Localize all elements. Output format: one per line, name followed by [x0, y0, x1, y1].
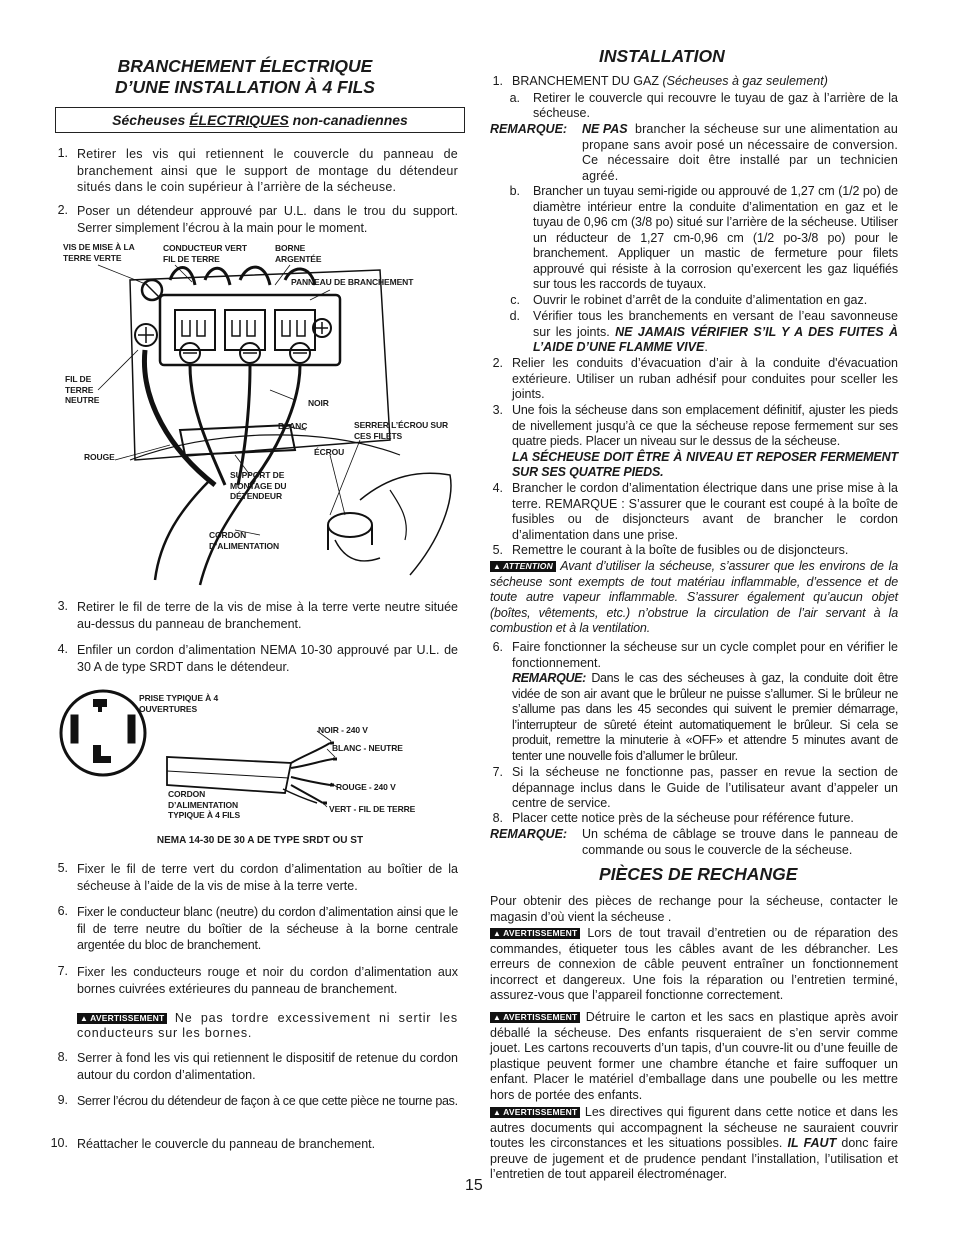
- warning-triangle-icon: ▲: [493, 929, 502, 938]
- warning-badge: [490, 928, 580, 939]
- remark-label: REMARQUE:: [512, 671, 586, 685]
- label-line: D’ALIMENTATION: [209, 540, 280, 551]
- item-letter: b.: [509, 184, 520, 198]
- label-line: ARGENTÉE: [275, 253, 322, 264]
- step-text: Fixer le conducteur blanc (neutre) du cordon d’alimentation ainsi que le fil de terre neutre du boîtier de la sécheuse à la borne centrale argentée du bloc de branchement.: [77, 905, 458, 952]
- step-number: 10.: [50, 1136, 68, 1150]
- item-bold: LA SÉCHEUSE DOIT ÊTRE À NIVEAU ET REPOSER FERMEMENT SUR SES QUATRE PIEDS.: [512, 449, 898, 479]
- diagram-label-terminal-panel: PANNEAU DE BRANCHEMENT: [291, 277, 414, 287]
- section-title-parts: PIÈCES DE RECHANGE: [599, 864, 798, 884]
- section-title-installation: INSTALLATION: [599, 46, 725, 66]
- remark-text: brancher la sécheuse sur une alimentation au propane sans avoir posé un nécessaire de conversion. Ce nécessaire doit être installé par un technicien agréé.: [582, 122, 898, 183]
- step-text: Serrer à fond les vis qui retiennent le dispositif de retenue du cordon autour du cordon d’alimentation.: [77, 1051, 458, 1082]
- diagram-caption-nema: NEMA 14-30 DE 30 A DE TYPE SRDT OU ST: [156, 835, 364, 846]
- item-text: BRANCHEMENT DU GAZ: [512, 74, 663, 88]
- diagram-label-neutral-ground: [65, 374, 99, 406]
- badge-label: AVERTISSEMENT: [503, 1012, 578, 1022]
- parts-intro: Pour obtenir des pièces de rechange pour la sécheuse, contacter le magasin d’où vient la sécheuse .: [490, 894, 898, 924]
- item-text: Faire fonctionner la sécheuse sur un cycle complet pour en vérifier le fonctionnement.: [512, 640, 898, 670]
- step-text: Retirer le fil de terre de la vis de mise à la terre verte neutre située au-dessus du panneau de branchement.: [77, 600, 458, 631]
- warning-badge: [490, 1107, 580, 1118]
- diagram-label-black-240: NOIR - 240 V: [318, 725, 368, 735]
- title-line-2: D’UNE INSTALLATION À 4 FILS: [115, 77, 375, 97]
- warning-text: Les directives qui figurent dans cette notice et dans les autres documents qui accompagnent la sécheuse ne sauraient couvrir toutes les circonstances et les situations possibles.: [490, 1105, 898, 1150]
- badge-label: AVERTISSEMENT: [503, 1107, 578, 1117]
- label-line: PRISE TYPIQUE À 4: [139, 693, 219, 703]
- label-line: VIS DE MISE À LA: [63, 242, 135, 252]
- diagram-label-receptacle: [139, 693, 218, 714]
- label-line: BORNE: [275, 243, 306, 253]
- warning-text: Lors de tout travail d’entretien ou de réparation des commandes, étiqueter tous les câbles avant de les débrancher. Les erreurs de connexion de câble peuvent entraîner un fonctionnement incorrect et dangereux. Une fois la réparation ou l’entretien terminé, assurez-vous que l’appareil fonctionne correctement.: [490, 926, 898, 1002]
- label-line: TERRE VERTE: [63, 252, 122, 263]
- warning-badge: [490, 1012, 580, 1023]
- step-text: Fixer les conducteurs rouge et noir du cordon d’alimentation aux bornes cuivrées extérieures du panneau de branchement.: [77, 965, 458, 996]
- diagram-label-red-240: ROUGE - 240 V: [336, 782, 396, 792]
- badge-label: ATTENTION: [503, 561, 553, 571]
- warning-triangle-icon: ▲: [80, 1014, 89, 1023]
- item-test-cycle: [512, 640, 898, 764]
- warning-no-crimp: [77, 1011, 458, 1040]
- remark-label: REMARQUE:: [490, 827, 568, 841]
- step-text: Enfiler un cordon d’alimentation NEMA 10-30 approuvé par U.L. de 30 A de type SRDT dans le détendeur.: [77, 643, 458, 674]
- item-text: Une fois la sécheuse dans son emplacement définitif, ajuster les pieds de nivellement jusqu’à ce que la sécheuse repose fermement sur ses quatre pieds. Placer un niveau sur le dessus de la sécheuse.: [512, 403, 898, 448]
- diagram-label-red: ROUGE: [84, 452, 115, 462]
- diagram-label-tighten-nut: [354, 420, 448, 441]
- remark-text: Dans le cas des sécheuses à gaz, la conduite doit être vidée de son air avant que le brûleur ne puisse s’allumer. Si le brûleur ne s’allume pas dans les 45 secondes qui suivent le premier démarrage, l’interrupteur de sûreté éteint automatiquement le brûleur. Si cela se produit, remettre la minuterie à «OFF» et attendre 5 minutes avant de tenter une nouvelle fois d’allumer le brûleur.: [512, 671, 898, 763]
- warning-tail: donc faire preuve de jugement et de prudence pendant l’installation, l’utilisation et l’entretien de tout appareil électroménager.: [490, 1136, 898, 1181]
- diagram-label-bracket: [230, 470, 286, 502]
- label-line: OUVERTURES: [139, 703, 198, 714]
- item-number: 6.: [492, 640, 503, 654]
- label-line: DÉTENDEUR: [230, 491, 282, 501]
- diagram-label-typical-cord: [168, 789, 240, 821]
- attention-text: Avant d’utiliser la sécheuse, s’assurer que les environs de la sécheuse sont exempts de tout matériau inflammable, d’essence et de toute autre vapeur inflammable. S’assurer également qu’aucun objet (boîtes, vêtements, etc.) n’obstrue la circulation de l’air servant à la combustion et à la ventilation.: [490, 559, 898, 635]
- item-number: 4.: [492, 481, 503, 495]
- item-text: Relier les conduits d’évacuation d’air à la conduite d'évacuation extérieure. Utiliser un ruban adhésif pour conduites pour sceller les joints.: [512, 356, 898, 401]
- label-line: CORDON: [168, 789, 206, 799]
- label-line: CES FILETS: [354, 430, 403, 441]
- warning-text: Ne pas tordre excessivement ni sertir les conducteurs sur les bornes.: [77, 1011, 458, 1040]
- step-text: Poser un détendeur approuvé par U.L. dans le trou du support. Serrer simplement l’écrou à la main pour le moment.: [77, 204, 458, 235]
- diagram-label-black: NOIR: [308, 398, 329, 408]
- step-number: 1.: [57, 146, 68, 160]
- item-number: 8.: [492, 811, 503, 825]
- item-letter: c.: [510, 293, 520, 307]
- attention-note: [490, 559, 898, 637]
- item-number: 2.: [492, 356, 503, 370]
- diagram-label-green-ground: VERT - FIL DE TERRE: [329, 804, 416, 814]
- label-line: FIL DE TERRE: [163, 253, 220, 264]
- step-text: Serrer l’écrou du détendeur de façon à ce que cette pièce ne tourne pas.: [77, 1094, 458, 1108]
- warning-judgment: [490, 1105, 898, 1183]
- label-line: CORDON: [209, 530, 247, 540]
- step-text: Retirer les vis qui retiennent le couvercle du panneau de branchement ainsi que le support de montage du détendeur situés dans le coin supérieur à l’arrière de la sécheuse.: [77, 147, 458, 194]
- diagram-label-green-conductor: [163, 243, 247, 264]
- item-gas-connection: [512, 74, 898, 90]
- item-ital: (Sécheuses à gaz seulement): [662, 74, 828, 88]
- step-number: 4.: [57, 642, 68, 656]
- step-number: 8.: [57, 1050, 68, 1064]
- item-number: 3.: [492, 403, 503, 417]
- warning-packaging: [490, 1010, 898, 1103]
- label-line: D’ALIMENTATION: [168, 799, 239, 810]
- box-suffix: non-canadiennes: [288, 112, 408, 128]
- step-number: 7.: [57, 964, 68, 978]
- warning-triangle-icon: ▲: [493, 1108, 502, 1117]
- warning-wiring: [490, 926, 898, 1004]
- item-leveling: [512, 403, 898, 481]
- label-line: TERRE: [65, 384, 94, 395]
- item-bold: NE JAMAIS VÉRIFIER S’IL Y A DES FUITES À L’AIDE D’UNE FLAMME VIVE: [533, 324, 898, 354]
- label-line: NEUTRE: [65, 395, 100, 405]
- step-number: 6.: [57, 904, 68, 918]
- diagram-label-silver-terminal: [275, 243, 321, 264]
- item-text: Vérifier tous les branchements en versant de l’eau savonneuse sur les joints.: [533, 309, 898, 339]
- item-leak-test: Vérifier tous les branchements en versant de l’eau savonneuse sur les joints. NE JAMAIS VÉRIFIER S’IL Y A DES FUITES À L’AIDE D’UNE FLAMME VIVE.: [533, 309, 898, 354]
- step-text: Réattacher le couvercle du panneau de branchement.: [77, 1137, 376, 1151]
- item-letter: a.: [509, 91, 520, 105]
- label-line: SERRER L’ÉCROU SUR: [354, 420, 449, 430]
- remark-text: Un schéma de câblage se trouve dans le panneau de commande ou sous le couvercle de la sécheuse.: [582, 827, 898, 857]
- label-line: TYPIQUE À 4 FILS: [168, 810, 241, 820]
- box-underlined: ÉLECTRIQUES: [189, 112, 289, 128]
- step-number: 2.: [57, 203, 68, 217]
- box-prefix: Sécheuses: [112, 112, 190, 128]
- step-text: Fixer le fil de terre vert du cordon d’alimentation au boîtier de la sécheuse à l’aide de la vis de mise à la terre verte.: [77, 862, 458, 893]
- attention-badge: [490, 561, 556, 572]
- diagram-label-cord: [209, 530, 279, 551]
- item-number: 1.: [492, 74, 503, 88]
- page-number: 15: [465, 1177, 483, 1194]
- item-number: 5.: [492, 543, 503, 557]
- label-line: FIL DE: [65, 374, 92, 384]
- section-title-electrical: [90, 56, 400, 98]
- badge-label: AVERTISSEMENT: [90, 1013, 165, 1023]
- warning-triangle-icon: ▲: [493, 1013, 502, 1022]
- item-text: Brancher le cordon d’alimentation électrique dans une prise mise à la terre. REMARQUE : S’assurer que le courant est coupé à la boîte de fusibles ou de disjoncteurs avant de brancher le cordon d’alimentation dans une prise.: [512, 481, 898, 542]
- label-line: MONTAGE DU: [230, 480, 287, 491]
- diagram-label-white: BLANC: [278, 421, 308, 431]
- warning-triangle-icon: ▲: [493, 562, 502, 571]
- label-line: CONDUCTEUR VERT: [163, 243, 247, 253]
- dryer-type-box: [55, 107, 465, 133]
- warning-badge: [77, 1013, 167, 1024]
- badge-label: AVERTISSEMENT: [503, 928, 578, 938]
- item-text: Ouvrir le robinet d’arrêt de la conduite d’alimentation en gaz.: [533, 293, 868, 307]
- item-text: Brancher un tuyau semi-rigide ou approuvé de 1,27 cm (1/2 po) de diamètre intérieur entre la conduite d’alimentation en gaz et le tuyau de 0,96 cm (3/8 po) situé sur l’arrière de la sécheuse. Utiliser un réducteur de 1,27 cm-0,96 cm (1/2 po-3/8 po) pour le branchement. Appliquer un mastic de fermeture pour filets approuvé qui résiste à la corrosion qu’exercent les gaz liquéfiés sur tous les raccords de tuyaux.: [533, 184, 898, 291]
- item-text: Si la sécheuse ne fonctionne pas, passer en revue la section de dépannage inclus dans le Guide de l’utilisateur avant d’appeler un centre de service.: [512, 765, 898, 810]
- item-letter: d.: [509, 309, 520, 323]
- title-line-1: BRANCHEMENT ÉLECTRIQUE: [117, 56, 373, 76]
- step-number: 9.: [57, 1093, 68, 1107]
- item-text: Remettre le courant à la boîte de fusibles ou de disjoncteurs.: [512, 543, 849, 557]
- step-number: 5.: [57, 861, 68, 875]
- warning-bold: IL FAUT: [787, 1136, 837, 1150]
- diagram-label-white-neutral: BLANC - NEUTRE: [332, 743, 403, 753]
- item-number: 7.: [492, 765, 503, 779]
- diagram-label-nut: ÉCROU: [314, 447, 345, 457]
- remark-bold: NE PAS: [582, 122, 628, 136]
- label-line: SUPPORT DE: [230, 470, 285, 480]
- step-number: 3.: [57, 599, 68, 613]
- item-text: Placer cette notice près de la sécheuse pour référence future.: [512, 811, 854, 825]
- warning-text: Détruire le carton et les sacs en plastique après avoir déballé la sécheuse. Des enfants risqueraient de s’en servir comme jouet. Les cartons recouverts d’un tapis, d’un couvre-lit ou d’une feuille de plastique peuvent former une chambre étanche et faire suffoquer un enfant. Placer le matériel d’emballage dans une poubelle ou les mettre hors de portée des enfants.: [490, 1010, 898, 1102]
- item-text: Retirer le couvercle qui recouvre le tuyau de gaz à l’arrière de la sécheuse.: [533, 91, 898, 120]
- diagram-label-ground-screw: [63, 242, 135, 263]
- remark-label: REMARQUE:: [490, 122, 568, 136]
